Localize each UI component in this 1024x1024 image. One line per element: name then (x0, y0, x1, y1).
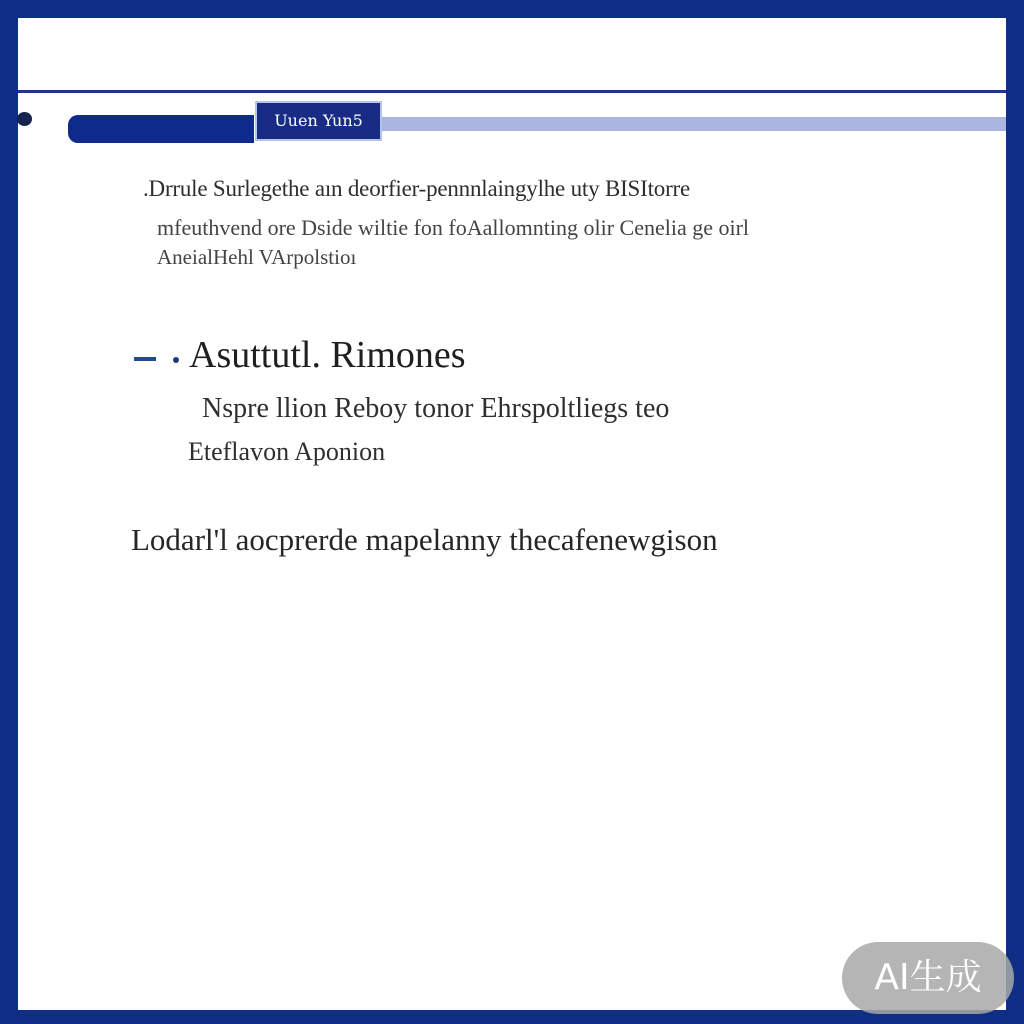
header-divider (18, 90, 1006, 93)
section-dash-icon (134, 357, 156, 361)
header-bullet-icon (17, 112, 32, 126)
section-subtitle-1: Nspre llion Reboy tonor Ehrspoltliegs teo (202, 393, 670, 424)
ai-generated-badge: AI生成 (842, 942, 1014, 1014)
section-title: Asuttutl. Rimones (189, 334, 466, 376)
body-text: Lodarl'l aocprerde mapelanny thecafenewgison (131, 522, 718, 557)
section-subtitle-2: Eteflavon Aponion (188, 437, 386, 466)
header-bar-track (382, 117, 1006, 131)
header-tab[interactable]: Uuen Yun5 (255, 101, 382, 141)
header-bar-left (68, 115, 254, 143)
section-bullet-icon (173, 357, 179, 363)
intro-line-2: mfeuthvend ore Dside wiltie fon foAallomnting olir Cenelia ge oirl (157, 215, 750, 240)
intro-line-1: .Drrule Surlegethe aın deorfier-pennnlaingylhe uty BISItorre (143, 176, 691, 201)
intro-line-3: AneialHehl VArpolstioı (157, 245, 357, 269)
